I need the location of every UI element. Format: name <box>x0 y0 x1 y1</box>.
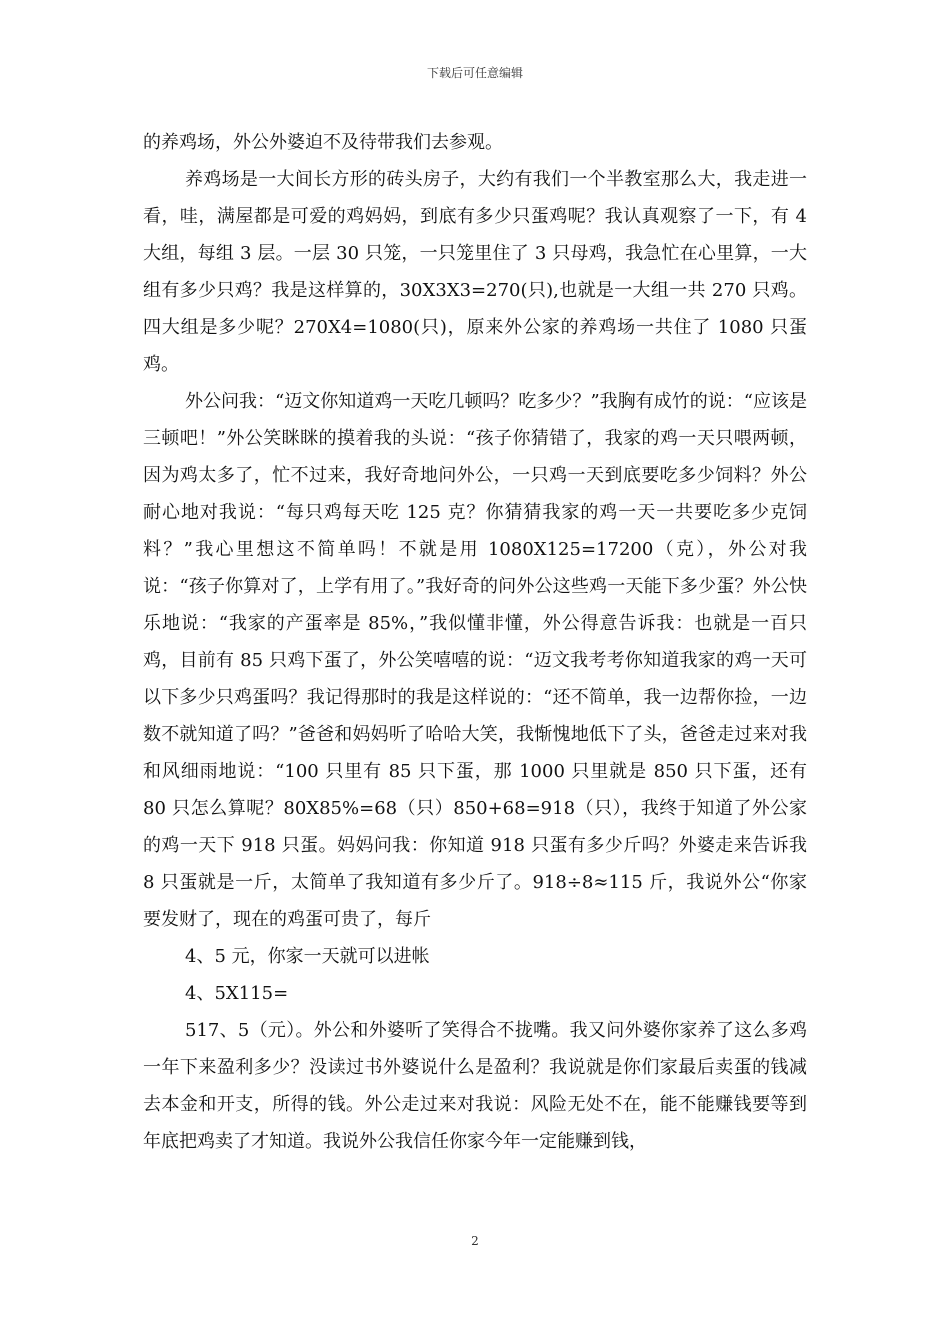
document-body <box>143 124 807 1160</box>
paragraph-3: 外公问我：“迈文你知道鸡一天吃几顿吗？吃多少？”我胸有成竹的说：“应该是三顿吧！”外公笑眯眯的摸着我的头说：“孩子你猜错了，我家的鸡一天只喂两顿，因为鸡太多了，忙不过来，我好奇地问外公，一只鸡一天到底要吃多少饲料？外公耐心地对我说：“每只鸡每天吃 125 克？你猜猜我家的鸡一天一共要吃多少克饲料？”我心里想这不简单吗！不就是用 1080X125=17200（克），外公对我说：“孩子你算对了，上学有用了。”我好奇的问外公这些鸡一天能下多少蛋？外公快乐地说：“我家的产蛋率是 85%，”我似懂非懂，外公得意告诉我：也就是一百只鸡，目前有 85 只鸡下蛋了，外公笑嘻嘻的说：“迈文我考考你知道我家的鸡一天可以下多少只鸡蛋吗？我记得那时的我是这样说的：“还不简单，我一边帮你捡，一边数不就知道了吗？”爸爸和妈妈听了哈哈大笑，我惭愧地低下了头，爸爸走过来对我和风细雨地说：“100 只里有 85 只下蛋，那 1000 只里就是 850 只下蛋，还有 80 只怎么算呢？80X85%=68（只）850+68=918（只），我终于知道了外公家的鸡一天下 918 只蛋。妈妈问我：你知道 918 只蛋有多少斤吗？外婆走来告诉我 8 只蛋就是一斤，太简单了我知道有多少斤了。918÷8≈115 斤，我说外公“你家要发财了，现在的鸡蛋可贵了，每斤 <box>143 391 807 930</box>
paragraph-2: 养鸡场是一大间长方形的砖头房子，大约有我们一个半教室那么大，我走进一看，哇，满屋都是可爱的鸡妈妈，到底有多少只蛋鸡呢？我认真观察了一下，有 4 大组，每组 3 层。一层 30 只笼，一只笼里住了 3 只母鸡，我急忙在心里算，一大组有多少只鸡？我是这样算的，30X3X3=270(只),也就是一大组一共 270 只鸡。四大组是多少呢？270X4=1080(只)，原来外公家的养鸡场一共住了 1080 只蛋鸡。 <box>143 169 807 375</box>
paragraph-6: 517、5（元）。外公和外婆听了笑得合不拢嘴。我又问外婆你家养了这么多鸡一年下来盈利多少？没读过书外婆说什么是盈利？我说就是你们家最后卖蛋的钱减去本金和开支，所得的钱。外公走过来对我说：风险无处不在，能不能赚钱要等到年底把鸡卖了才知道。我说外公我信任你家今年一定能赚到钱， <box>143 1020 807 1152</box>
paragraph-1: 的养鸡场，外公外婆迫不及待带我们去参观。 <box>143 132 503 153</box>
paragraph-4: 4、5 元，你家一天就可以进帐 <box>185 946 430 967</box>
paragraph-5: 4、5X115= <box>185 983 289 1004</box>
page-header: 下载后可任意编辑 <box>426 66 523 80</box>
page-number: 2 <box>471 1234 479 1248</box>
